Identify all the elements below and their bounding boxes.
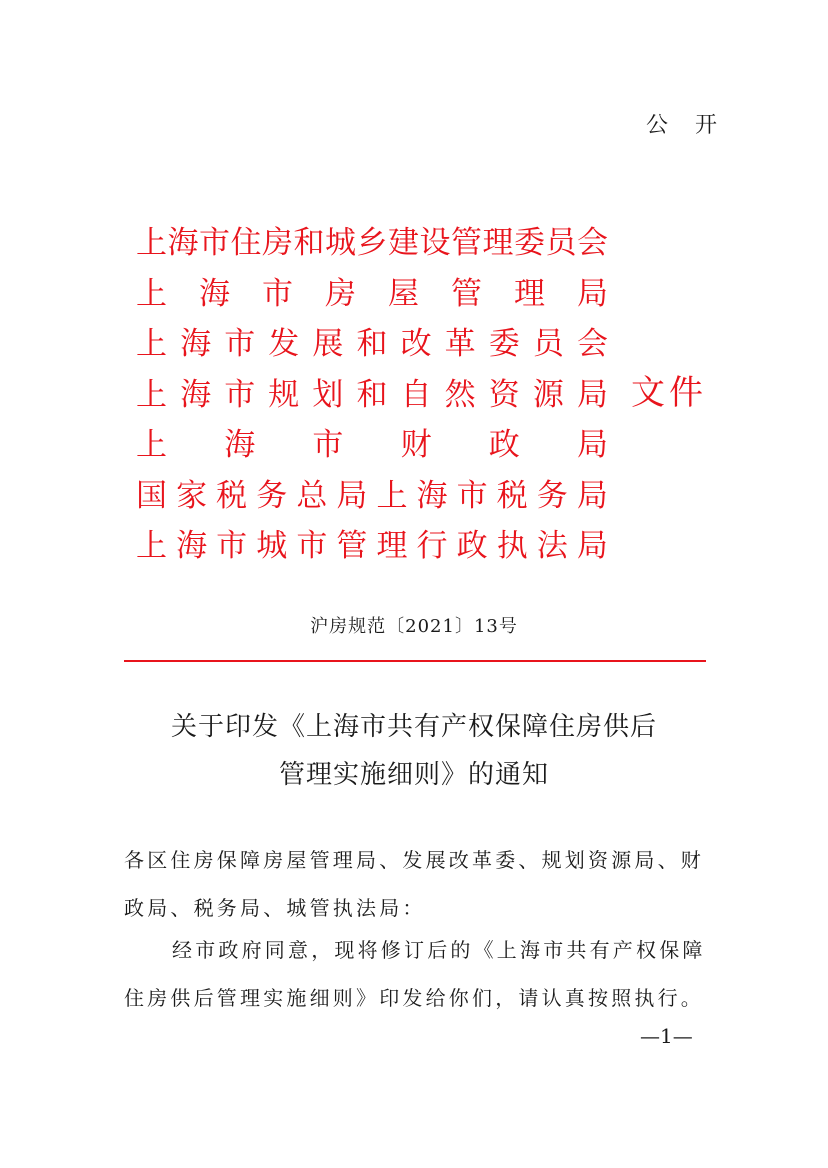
red-divider <box>124 660 706 662</box>
title-line-2: 管理实施细则》的通知 <box>278 760 549 790</box>
addressee: 各区住房保障房屋管理局、发展改革委、规划资源局、财政局、税务局、城管执法局： <box>124 848 704 920</box>
issuer-line: 上 海 市 发 展 和 改 革 委 员 会 <box>136 326 608 362</box>
document-title <box>0 703 828 799</box>
document-number: 沪房规范〔2021〕13号 <box>310 616 518 637</box>
issuer-line: 上 海 市 城 市 管 理 行 政 执 法 局 <box>136 528 608 564</box>
issuer-line: 上 海 市 规 划 和 自 然 资 源 局 <box>136 376 608 413</box>
issuing-authorities <box>136 218 608 572</box>
title-line-1: 关于印发《上海市共有产权保障住房供后 <box>170 712 657 742</box>
issuer-line: 上 海 市 财 政 局 <box>136 427 608 463</box>
issuer-line: 国 家 税 务 总 局 上 海 市 税 务 局 <box>136 477 608 514</box>
document-suffix: 文件 <box>631 373 707 413</box>
page-number: —1— <box>640 1024 693 1048</box>
issuer-line: 上 海 市 住 房 和 城 乡 建 设 管 理 委 员 会 <box>136 225 608 261</box>
classification-label: 公 开 <box>646 113 727 138</box>
body-paragraph: 经市政府同意，现将修订后的《上海市共有产权保障住房供后管理实施细则》印发给你们，请认真按照执行。 <box>124 938 706 1010</box>
issuer-line: 上 海 市 房 屋 管 理 局 <box>136 275 608 312</box>
